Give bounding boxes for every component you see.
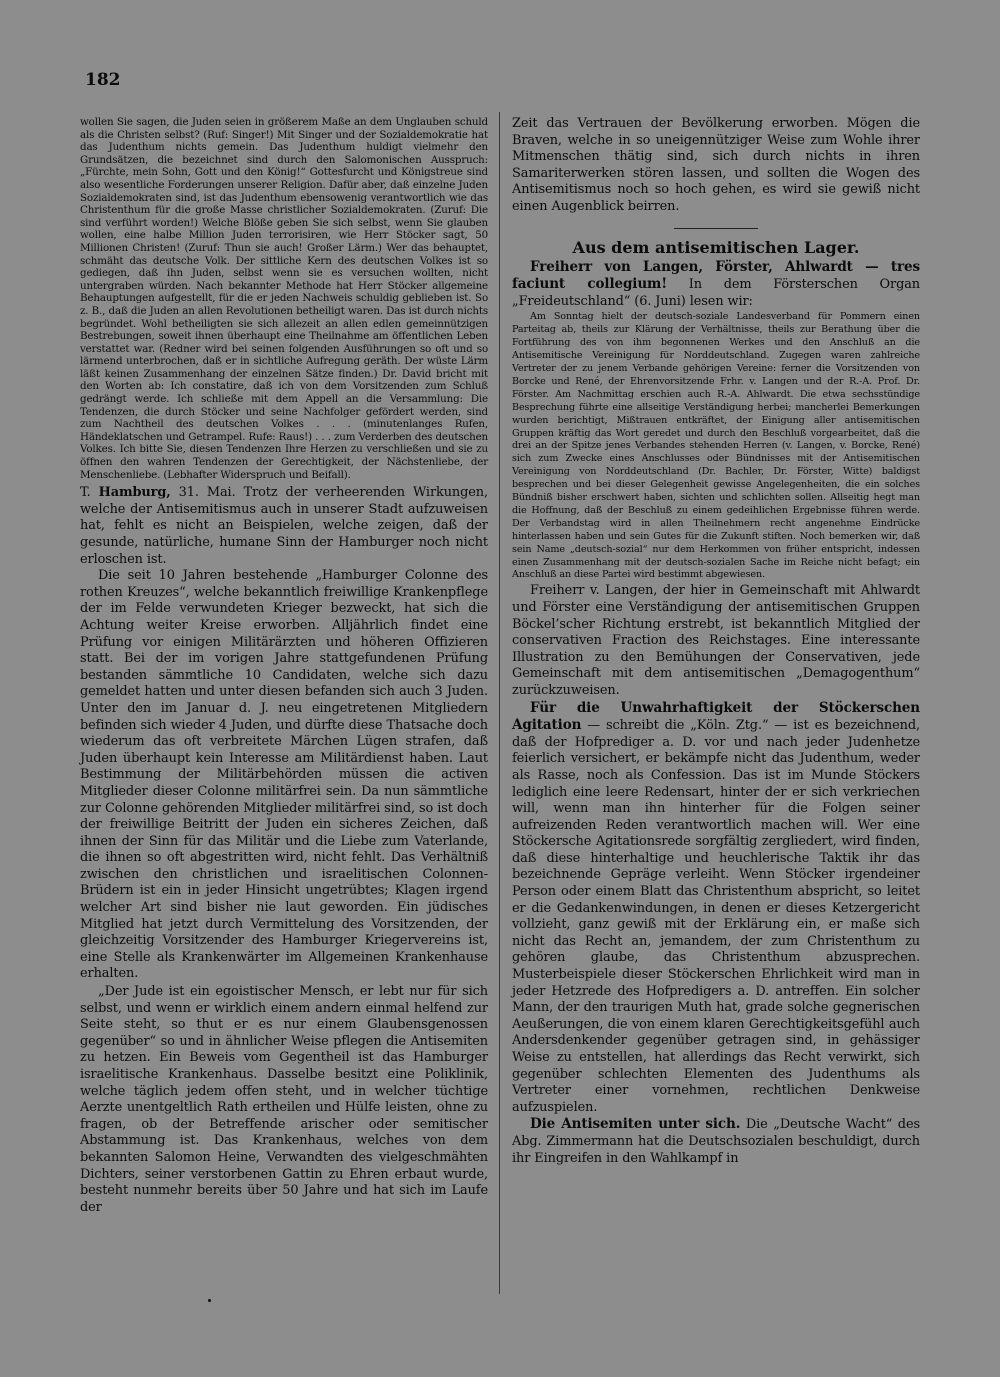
hamburg-prefix: T.	[80, 485, 91, 501]
quoted-report: Am Sonntag hielt der deutsch-soziale Landesverband für Pommern einen Parteitag ab, theils zur Klärung der Verhältnisse, theils zur Berathung über die Fortführung des von ihm begonnenen Werkes und den Anschluß an die Antisemitische Vereinigung für Norddeutschland. Zugegen waren zahlreiche Vertreter der zu jenem Verbande gehörigen Vereine: ferner die Vorsitzenden von Borcke und René, der Ehrenvorsitzende Frhr. v. Langen und der R.-A. Prof. Dr. Förster. Am Nachmittag erschien auch R.-A. Ahlwardt. Die etwa sechsstündige Besprechung führte eine allseitige Verständigung herbei; mancherlei Bemerkungen wurden berichtigt, Mißtrauen entkräftet, der Einigung aller antisemitischen Gruppen kräftig das Wort geredet und durch den Beschluß vorgearbeitet, daß die drei an der Spitze jenes Verbandes stehenden Herren (v. Langen, v. Borcke, René) sich zum Zwecke eines Anschlusses oder Bündnisses mit der Antisemitischen Vereinigung von Norddeutschland (Dr. Bachler, Dr. Förster, Witte) baldigst besprechen und bei dieser Gelegenheit gewisse Angelegenheiten, die ein solches Bündniß bisher erschwert haben, sichten und schlichten sollen. Allseitig hegt man die Hoffnung, daß der Beschluß zu einem gedeihlichen Ergebnisse führen werde. Der Verbandstag wird in allen Theilnehmern recht angenehme Eindrücke hinterlassen haben und sein Gutes für die Zukunft stiften. Noch bemerken wir, daß sein Name „deutsch-sozial“ nur dem Herkommen von früher entspricht, indessen einen Zusammenhang mit der deutsch-sozialen Sache im Reiche nicht befagt; ein Anschluß an diese Partei wird bestimmt abgewiesen.	[512, 311, 920, 581]
right-column	[512, 116, 920, 1302]
langen-heading: Freiherr von Langen, Förster, Ahlwardt — tres faciunt collegium!	[512, 258, 920, 293]
egoist-paragraph: „Der Jude ist ein egoistischer Mensch, er lebt nur für sich selbst, und wenn er wirklich einem andern einmal helfend zur Seite steht, so thut er es nur einem Glaubensgenossen gegenüber“ so und in ähnlicher Weise pflegen die Antisemiten zu hetzen. Ein Beweis vom Gegentheil ist das Hamburger israelitische Krankenhaus. Dasselbe besitzt eine Poliklinik, welche täglich jedem offen steht, und in welcher tüchtige Aerzte unentgeltlich Rath ertheilen und Hülfe leisten, ohne zu fragen, ob der Betreffende arischer oder semitischer Abstammung ist. Das Krankenhaus, welches von dem bekannten Salomon Heine, Verwandten des vielgeschmähten Dichters, seiner verstorbenen Gattin zu Ehren erbaut wurde, besteht nunmehr bereits über 50 Jahre und hat sich im Laufe der	[80, 984, 488, 1215]
column-divider	[499, 112, 500, 1294]
page-number: 182	[85, 70, 121, 90]
langen-report	[512, 259, 920, 311]
antisemites-text: Die „Deutsche Wacht“ des Abg. Zimmermann hat die Deutschsozialen beschuldigt, durch ihr Eingreifen in den Wahlkampf in	[512, 1117, 920, 1166]
stoecker-text: — schreibt die „Köln. Ztg.“ — ist es bezeichnend, daß der Hofprediger a. D. vor und nach jeder Judenhetze feierlich versichert, er bekämpfe nicht das Judenthum, weder als Rasse, noch als Confession. Das ist im Munde Stöckers lediglich eine leere Redensart, hinter der er sich verkriechen will, wenn man ihn hinterher für die Folgen seiner aufreizenden Reden verantwortlich machen will. Wer eine Stöckersche Agitationsrede sorgfältig zergliedert, wird finden, daß diese hinterhaltige und heuchlerische Taktik ihr das bezeichnende Gepräge verleiht. Wenn Stöcker irgendeiner Person oder einem Blatt das Christenthum abspricht, so leitet er die Gedankenwindungen, in denen er dieses Ketzergericht vollzieht, ganz gewiß mit der Erklärung ein, er maße sich nicht das Recht an, jemandem, der zum Christenthum zu gehören glaube, das Christenthum abzusprechen. Musterbeispiele dieser Stöckerschen Ehrlichkeit wird man in jeder Hetzrede des Hofpredigers a. D. antreffen. Ein solcher Mann, der den traurigen Muth hat, grade solche gegnerischen Aeußerungen, die von einem klaren Gerechtigkeitsgefühl auch Andersdenkender gegenüber getragen sind, in gehässiger Weise zu entstellen, hat allerdings das Recht verwirkt, sich gegenüber schlechten Elementen des Judenthums als Vertreter einer vornehmen, rechtlichen Denkweise aufzuspielen.	[512, 718, 920, 1115]
hamburg-place: Hamburg,	[98, 485, 171, 501]
ink-speck	[208, 1299, 211, 1302]
section-rule	[674, 228, 758, 229]
antisemites-report	[512, 1116, 920, 1167]
stoecker-report	[512, 700, 920, 1117]
hamburg-text: 31. Mai. Trotz der verheerenden Wirkungen, welche der Antisemitismus auch in unserer Stadt aufzuweisen hat, fehlt es nicht an Beispielen, welche zeigen, daß der gesunde, natürliche, humane Sinn der Hamburger noch nicht erloschen ist.	[80, 485, 488, 567]
speech-paragraph: wollen Sie sagen, die Juden seien in größerem Maße an dem Unglauben schuld als die Christen selbst? (Ruf: Singer!) Mit Singer und der Sozialdemokratie hat das Judenthum nichts gemein. Das Judenthum huldigt vielmehr den Grundsätzen, die bezeichnet sind durch den Salomonischen Ausspruch: „Fürchte, mein Sohn, Gott und den König!“ Gottesfurcht und Königstreue sind also wesentliche Forderungen unserer Religion. Dafür aber, daß einzelne Juden Sozialdemokraten sind, ist das Judenthum ebensowenig verantwortlich wie das Christenthum für die große Masse christlicher Sozialdemokraten. (Zuruf: Die sind verführt worden!) Welche Blöße geben Sie sich selbst, wenn Sie glauben wollen, eine halbe Million Juden terrorisiren, wie Herr Stöcker sagt, 50 Millionen Christen! (Zuruf: Thun sie auch! Großer Lärm.) Wer das behauptet, schmäht das deutsche Volk. Der sittliche Kern des deutschen Volkes ist so gediegen, daß ihn Juden, selbst wenn sie es versuchen wollten, nicht untergraben würden. Nach bekannter Methode hat Herr Stöcker allgemeine Behauptungen aufgestellt, für die er jeden Nachweis schuldig geblieben ist. So z. B., daß die Juden an allen Revolutionen betheiligt waren. Das ist durch nichts begründet. Wohl betheiligten sie sich allezeit an allen edlen gemeinnützigen Bestrebungen, soweit ihnen überhaupt eine Theilnahme am öffentlichen Leben verstattet war. (Redner wird bei seinen folgenden Ausführungen so oft und so lärmend unterbrochen, daß er in sichtliche Aufregung geräth. Der wüste Lärm läßt keinen Zusammenhang der einzelnen Sätze finden.) Dr. David bricht mit den Worten ab: Ich constatire, daß ich von dem Vorsitzenden zum Schluß gedrängt werde. Ich schließe mit dem Appell an die Versammlung: Die Tendenzen, die durch Stöcker und seine Nachfolger gefördert werden, sind zum Nachtheil des deutschen Volkes . . . (minutenlanges Rufen, Händeklatschen und Getrampel. Rufe: Raus!) . . . zum Verderben des deutschen Volkes. Ich bitte Sie, diesen Tendenzen Ihre Herzen zu verschließen und sie zu öffnen den wahren Tendenzen der Gerechtigkeit, der Nächstenliebe, der Menschenliebe. (Lebhafter Widerspruch und Beifall).	[80, 116, 488, 481]
antisemites-heading: Die Antisemiten unter sich.	[530, 1116, 741, 1133]
langen-paragraph: Freiherr v. Langen, der hier in Gemeinschaft mit Ahlwardt und Förster eine Verständigung der antisemitischen Gruppen Böckel’scher Richtung erstrebt, ist bekanntlich Mitglied der conservativen Fraction des Reichstages. Eine interessante Illustration zu den Bemühungen der Conservativen, jede Gemeinschaft mit dem antisemitischen „Demagogenthum“ zurückzuweisen.	[512, 583, 920, 698]
section-heading: Aus dem antisemitischen Lager.	[572, 237, 860, 257]
langen-intro: In dem Försterschen Organ „Freideutschland“ (6. Juni) lesen wir:	[512, 277, 921, 309]
left-column	[80, 116, 488, 1302]
stoecker-heading: Für die Unwahrhaftigkeit der Stöckerschen Agitation	[512, 699, 920, 734]
colonne-paragraph: Die seit 10 Jahren bestehende „Hamburger Colonne des rothen Kreuzes“, welche bekanntlich freiwillige Krankenpflege der im Felde verwundeten Krieger bezweckt, hat sich die Achtung weiter Kreise erworben. Alljährlich findet eine Prüfung vor einigen Militärärzten und höheren Offizieren statt. Bei der im vorigen Jahre stattgefundenen Prüfung bestanden sämmtliche 10 Candidaten, welche sich dazu gemeldet hatten und unter diesen befanden sich auch 3 Juden. Unter den im Januar d. J. neu eingetretenen Mitgliedern befinden sich wieder 4 Juden, und dürfte diese Thatsache doch wiederum das oft verbreitete Märchen Lügen strafen, daß Juden überhaupt kein Interesse am Militärdienst haben. Laut Bestimmung der Militärbehörden müssen die activen Mitglieder dieser Colonne militärfrei sein. Da nun sämmtliche zur Colonne gehörenden Mitglieder militärfrei sind, so ist doch der freiwillige Beitritt der Juden ein sicheres Zeichen, daß ihnen der Sinn für das Militär und die Liebe zum Vaterlande, die ihnen so oft abgestritten wird, nicht fehlt. Das Verhältniß zwischen den christlichen und israelitischen Colonnen-Brüdern ist ein in jeder Hinsicht ungetrübtes; Klagen irgend welcher Art sind bisher nie laut geworden. Ein jüdisches Mitglied hat jetzt durch Vermittelung des Vorsitzenden, der gleichzeitig Vorsitzender des Hamburger Kriegervereins ist, eine Stelle als Krankenwärter im Allgemeinen Krankenhause erhalten.	[80, 568, 488, 982]
hamburg-report	[80, 485, 488, 568]
continuation-paragraph: Zeit das Vertrauen der Bevölkerung erworben. Mögen die Braven, welche in so uneigennütziger Weise zum Wohle ihrer Mitmenschen thätig sind, sich durch nichts in ihren Samariterwerken stören lassen, und sollten die Wogen des Antisemitismus noch so hoch gehen, es wird sie gewiß nicht einen Augenblick beirren.	[512, 116, 920, 214]
